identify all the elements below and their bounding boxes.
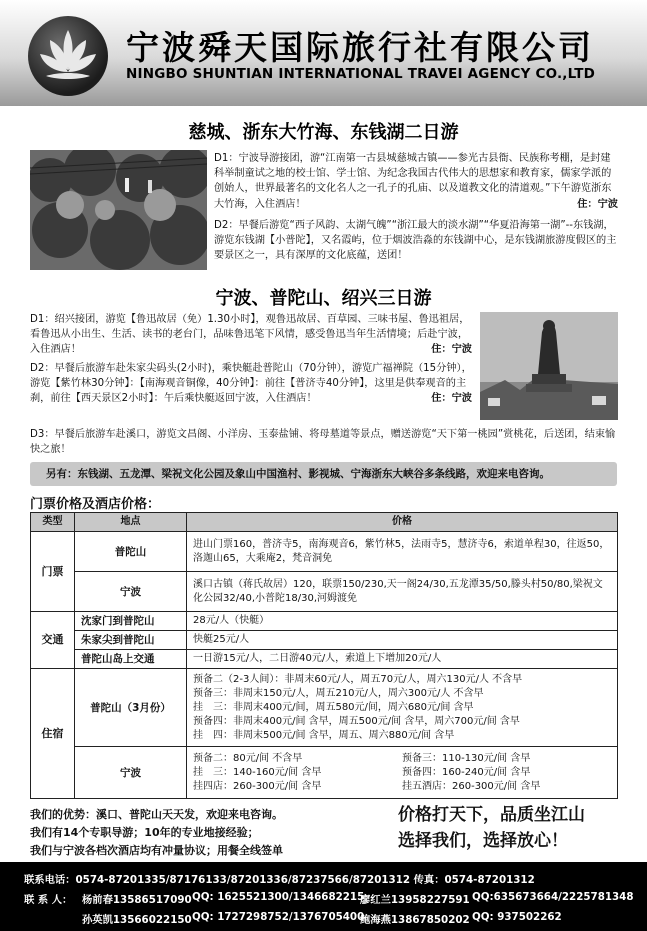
transport-zhujiajian-place: 朱家尖到普陀山 — [75, 631, 187, 650]
price-table — [30, 512, 618, 799]
header-banner — [0, 0, 647, 106]
transport-shenjiamen-price: 28元/人（快艇） — [187, 612, 618, 631]
contact-person: 鲍海燕13867850202 — [360, 914, 470, 926]
tour2-day1-text: D1：绍兴接团，游览【鲁迅故居（免）1.30小时】，观鲁迅故居、百草园、三味书屋、鲁迅祖居，看鲁迅从小出生、生活、读书的老台门，品味鲁迅笔下风情，感受鲁迅当年生活情境；后赴宁波，入住酒店！ — [30, 314, 470, 356]
phone-line: 联系电话：0574-87201335/87176133/87201336/87237566/87201312 传真：0574-87201312 — [24, 874, 535, 886]
tour2-day2-text: D2：早餐后旅游车赴朱家尖码头(2小时)，乘快艇赴普陀山（70分钟），游览广福禅院（15分钟），游览【紫竹林30分钟】：【南海观音铜像，40分钟】：前往【普济寺40分钟】，这里是供奉观音的主刹，前往【西天景区2小时】：午后乘快艇返回宁波，入住酒店！ — [30, 363, 472, 405]
header-price: 价格 — [187, 513, 618, 532]
tour2-day3: D3：早餐后旅游车赴溪口，游览文昌阁、小洋房、玉泰盐铺、将母墓道等景点，赠送游览“天下第一桃园”赏桃花，后送团，结束愉快之旅！ — [30, 429, 616, 456]
stay-ningbo-place: 宁波 — [75, 747, 187, 799]
contact-qq: QQ: 937502262 — [472, 911, 562, 923]
tour1-title: 慈城、浙东大竹海、东钱湖二日游 — [188, 122, 459, 143]
price-section-title: 门票价格及酒店价格： — [30, 497, 161, 512]
transport-island-place: 普陀山岛上交通 — [75, 650, 187, 669]
tour2-day1-stay: 住：宁波 — [431, 344, 472, 356]
ticket-ningbo-price: 溪口古镇（蒋氏故居）120，联票150/230,天一阁24/30,五龙潭35/50,滕头村50/80,梁祝文化公园32/40,小普陀18/30,河姆渡免 — [187, 572, 618, 612]
guanyin-statue-photo — [480, 312, 618, 420]
tour2-day2 — [30, 361, 472, 407]
stay-putuo-line: 预备四：非周末400元/间 含早，周五500元/间 含早，周六700元/间 含早 — [193, 715, 520, 727]
lotus-logo — [28, 16, 108, 96]
contact-label: 联 系 人： — [24, 894, 73, 906]
other-routes-bar — [30, 462, 617, 486]
tour1-day1-text: D1：宁波导游接团，游“江南第一古县城慈城古镇——参光古县衙、民族称考棚，是封建科举制童试之地的校士馆、学士馆、为纪念我国古代伟大的思想家和教育家，儒家学派的创始人，世界最著名的文化名人之一孔子的孔庙、以及道教文化的清道观。”下午游览浙东大竹海，入住酒店！ — [214, 153, 612, 210]
stay-ningbo-line: 预备四：160-240元/间 含早 — [402, 766, 531, 778]
advantages — [30, 806, 283, 860]
slogan-line: 选择我们，选择放心！ — [398, 831, 568, 851]
slogan-line: 价格打天下，品质坐江山 — [398, 805, 585, 825]
other-routes-text: 另有：东钱湖、五龙潭、梁祝文化公园及象山中国渔村、影视城、宁海浙东大峡谷多条线路，欢迎来电咨询。 — [46, 468, 550, 480]
transport-island-price: 一日游15元/人，二日游40元/人，索道上下增加20元/人 — [187, 650, 618, 669]
company-name-cn: 宁波舜天国际旅行社有限公司 — [126, 28, 594, 67]
tour2-day1 — [30, 312, 472, 358]
stay-ningbo-prices — [187, 747, 618, 799]
tour1-day2: D2：早餐后游览“西子风韵、太湖气魄”“浙江最大的淡水湖”“华夏沿海第一湖”--东钱湖，游览东钱湖【小普陀】，又名霞屿，位于烟波浩淼的东钱湖中心，是东钱湖旅游度假区的主要景区之一，具有深厚的文化底蕴，送团！ — [214, 220, 617, 262]
advantage-line: 我们的优势：溪口、普陀山天天发，欢迎来电咨询。 — [30, 808, 283, 821]
slogan — [398, 802, 585, 854]
ticket-putuo-place: 普陀山 — [75, 532, 187, 572]
stay-putuo-line: 预备三：非周末150元/人，周五210元/人，周六300元/人 不含早 — [193, 687, 484, 699]
contact-qq: QQ:635673664/2225781348 — [472, 891, 634, 903]
stay-ningbo-line: 挂五酒店：260-300元/间 含早 — [402, 780, 541, 792]
stay-putuo-line: 挂 四：非周末500元/间 含早，周五、周六880元/间 含早 — [193, 729, 455, 741]
tour2-day2-stay: 住：宁波 — [431, 393, 472, 405]
category-stay: 住宿 — [31, 669, 75, 799]
transport-zhujiajian-price: 快艇25元/人 — [187, 631, 618, 650]
stay-putuo-line: 挂 三：非周末400元/间，周五580元/间，周六680元/间 含早 — [193, 701, 474, 713]
stay-putuo-prices — [187, 669, 618, 747]
advantage-line: 我们与宁波各档次酒店均有冲量协议；用餐全线签单 — [30, 844, 283, 857]
contact-person: 廖红兰13958227591 — [360, 894, 470, 906]
tour2-title: 宁波、普陀山、绍兴三日游 — [215, 288, 432, 309]
contact-qq: QQ: 1625521300/1346682215 — [192, 891, 365, 903]
stay-putuo-place: 普陀山（3月份） — [75, 669, 187, 747]
tour1-day1 — [214, 151, 618, 212]
stay-putuo-line: 预备二（2-3人间）：非周末60元/人，周五70元/人，周六130元/人 不含早 — [193, 673, 523, 685]
bamboo-forest-photo — [30, 150, 207, 270]
header-type: 类型 — [31, 513, 75, 532]
contact-qq: QQ: 1727298752/1376705400 — [192, 911, 365, 923]
header-place: 地点 — [75, 513, 187, 532]
stay-ningbo-line: 预备三：110-130元/间 含早 — [402, 752, 531, 764]
category-ticket: 门票 — [31, 532, 75, 612]
tour1-day1-stay: 住：宁波 — [577, 198, 618, 210]
category-transport: 交通 — [31, 612, 75, 669]
transport-shenjiamen-place: 沈家门到普陀山 — [75, 612, 187, 631]
stay-ningbo-line: 挂 三：140-160元/间 含早 — [193, 766, 322, 778]
ticket-putuo-price: 进山门票160，普济寺5，南海观音6，紫竹林5，法雨寺5，慧济寺6，索道单程30，往返50，洛迦山65，大乘庵2，梵音洞免 — [187, 532, 618, 572]
contact-person: 孙英凯13566022150 — [82, 914, 192, 926]
stay-ningbo-line: 挂四店：260-300元/间 含早 — [193, 780, 322, 792]
advantage-line: 我们有14个专职导游；10年的专业地接经验； — [30, 826, 259, 839]
stay-ningbo-line: 预备二：80元/间 不含早 — [193, 752, 303, 764]
company-name-en: NINGBO SHUNTIAN INTERNATIONAL TRAVEI AGENCY CO.,LTD — [126, 66, 596, 82]
contact-footer — [0, 862, 647, 931]
ticket-ningbo-place: 宁波 — [75, 572, 187, 612]
contact-person: 杨前春13586517090 — [82, 894, 192, 906]
